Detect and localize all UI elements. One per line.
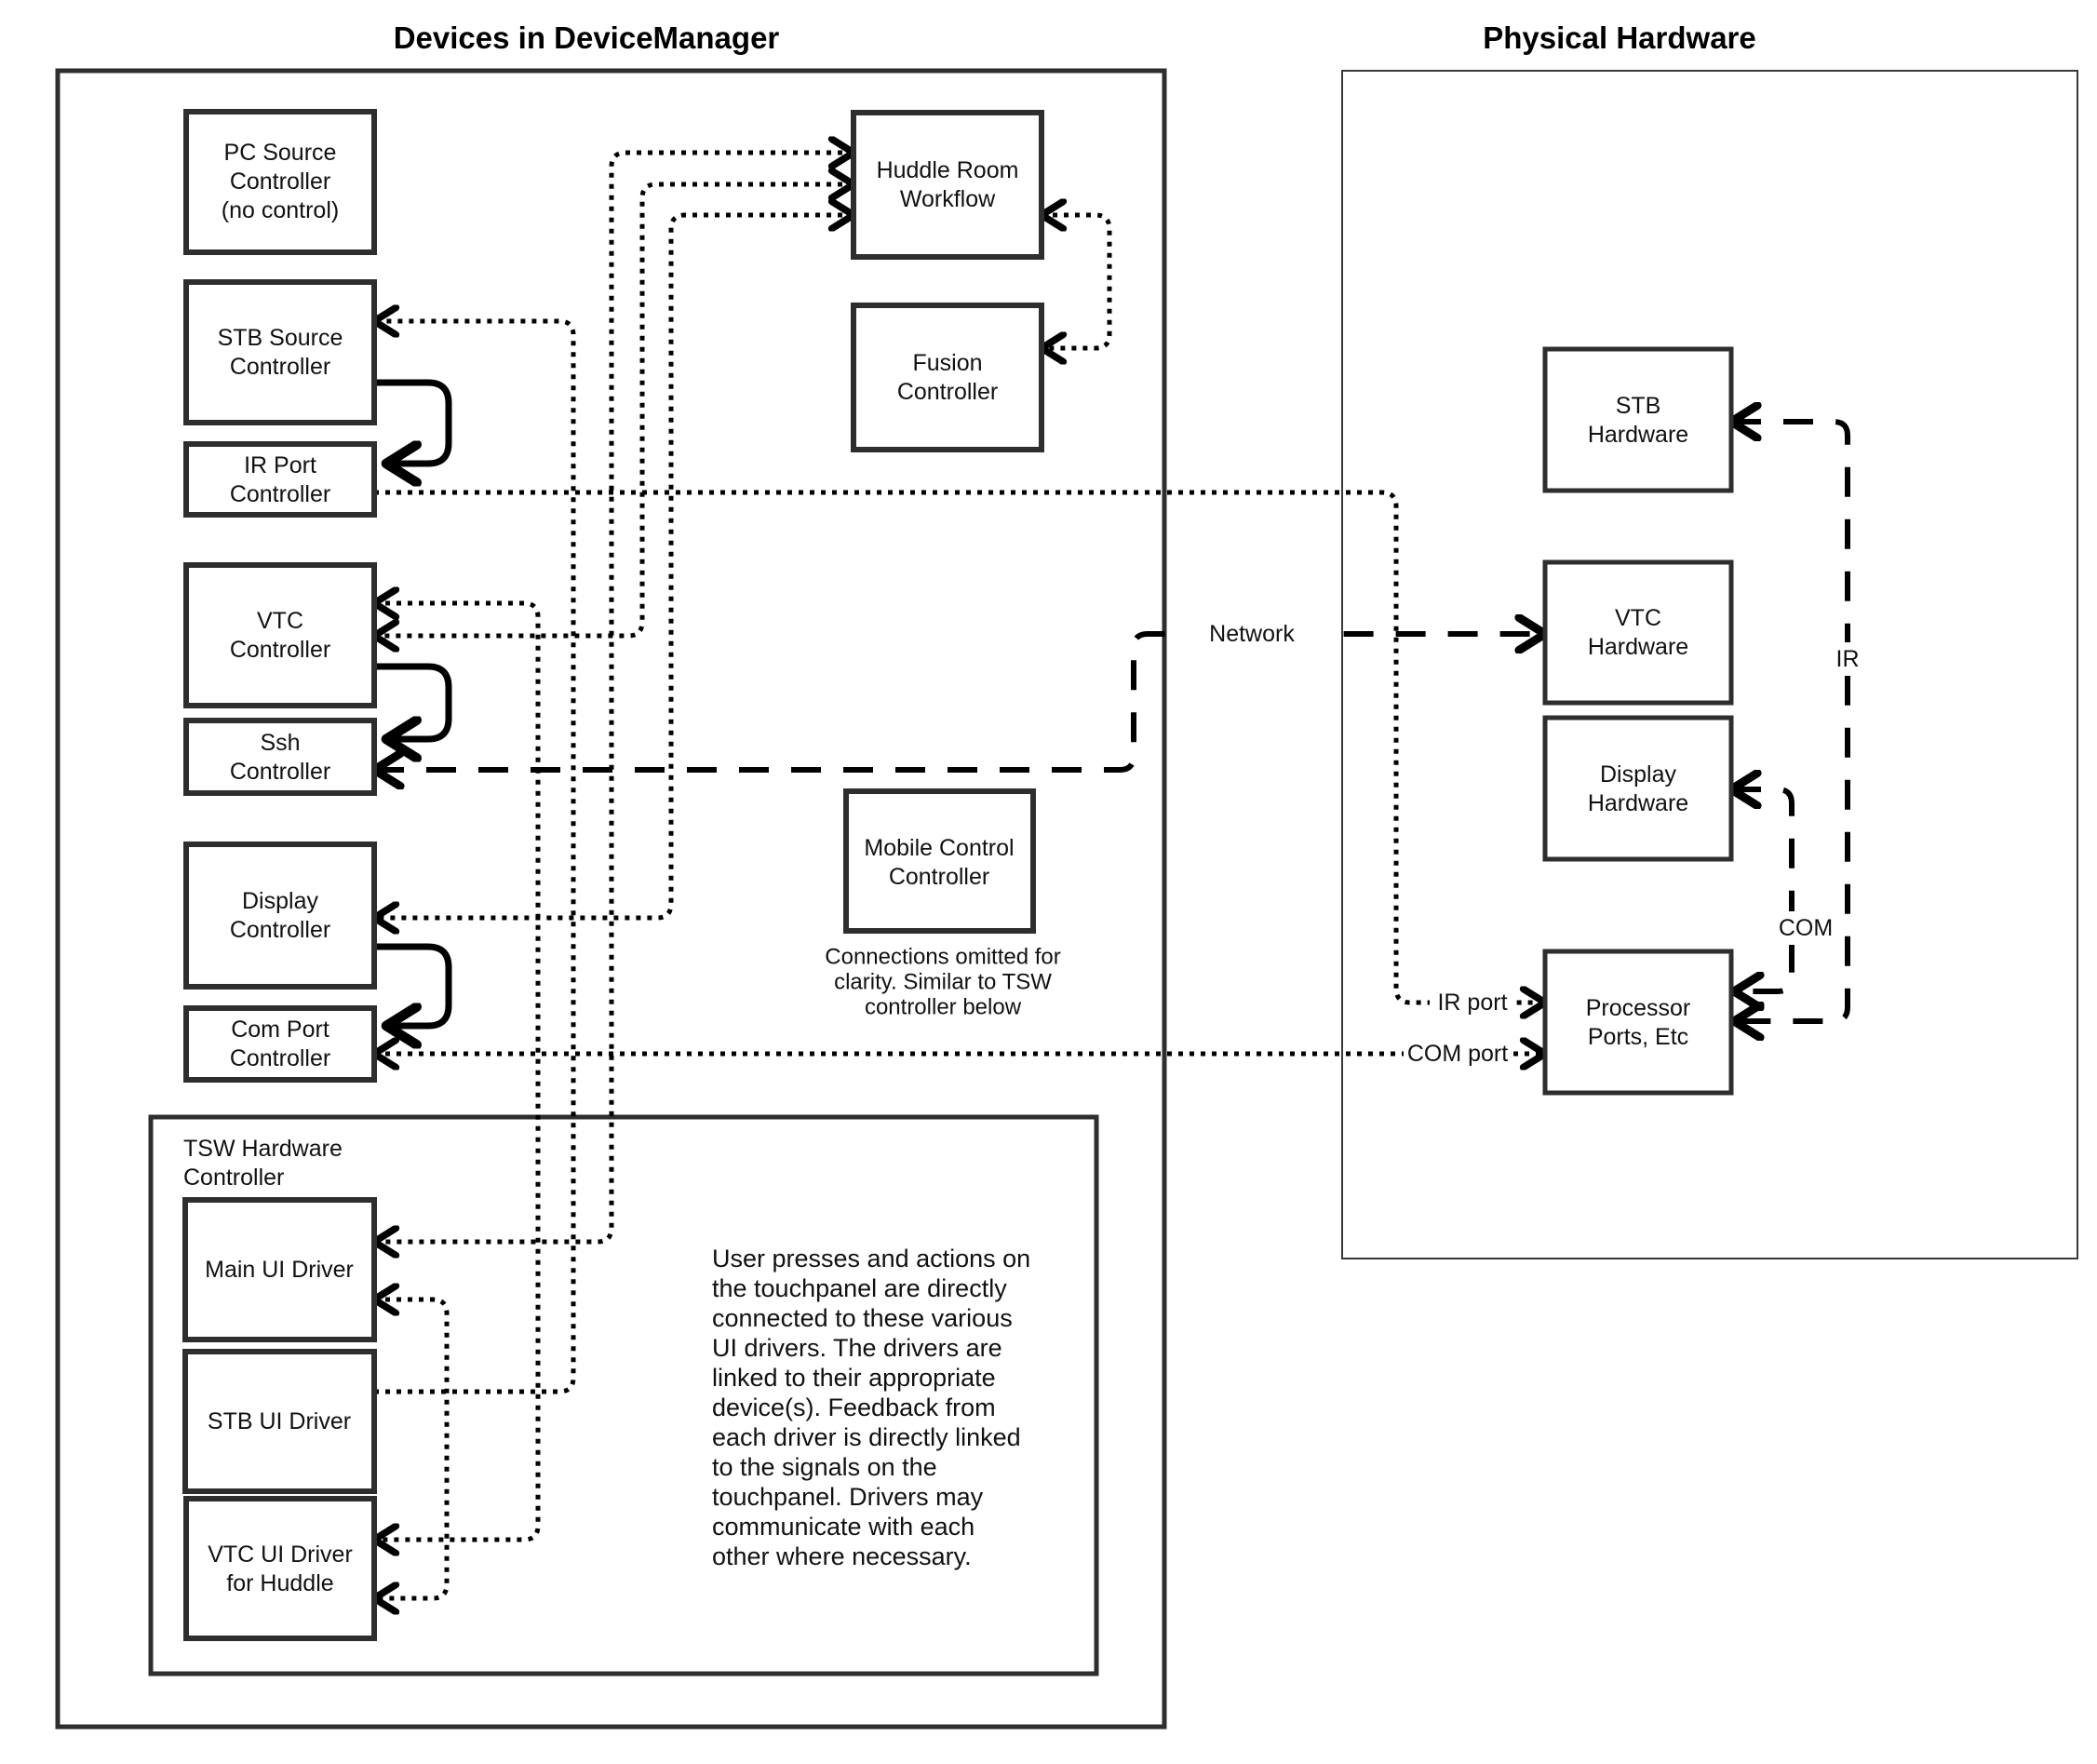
mobile-controller-note-line3: controller below [864,994,1022,1020]
box-vtc-controller-line2: Controller [229,637,331,663]
edge-main-ui-driver-vtc-ui-driver [374,1299,447,1598]
box-display-controller [186,844,374,987]
box-ir-port-controller [186,444,374,515]
box-vtc-ui-driver-line2: for Huddle [226,1570,334,1596]
tsw-note-line11: other where necessary. [712,1542,972,1570]
loop-display-to-com-port [374,947,449,1026]
box-display-hardware-line1: Display [1600,761,1676,788]
tsw-note-line9: touchpanel. Drivers may [712,1483,984,1511]
box-vtc-controller-line1: VTC [257,608,303,634]
box-ssh-controller [186,720,374,793]
tsw-note-line4: UI drivers. The drivers are [712,1334,1002,1362]
box-vtc-hardware-line2: Hardware [1587,634,1689,660]
edge-huddle-fusion [1042,215,1109,348]
box-display-controller-line1: Display [242,888,318,914]
box-display-controller-line2: Controller [229,917,331,943]
box-stb-source-controller-line2: Controller [229,354,331,380]
mobile-controller-note-line1: Connections omitted for [825,944,1061,970]
box-stb-source-controller-line1: STB Source [217,325,343,351]
edge-vtc-controller-vtc-ui-driver [374,603,538,1540]
box-mobile-control-controller [846,791,1033,931]
mobile-controller-note-line2: clarity. Similar to TSW [834,969,1052,995]
box-stb-hardware [1545,349,1731,491]
box-stb-ui-driver [185,1352,374,1491]
box-mobile-control-controller-line2: Controller [888,864,990,890]
tsw-note-line5: linked to their appropriate [712,1364,996,1392]
box-stb-source-controller [186,282,374,423]
box-huddle-room-workflow-line2: Workflow [899,186,996,212]
tsw-note-line2: the touchpanel are directly [712,1274,1007,1302]
box-vtc-controller [186,565,374,706]
tsw-label-line2: Controller [183,1165,285,1191]
box-com-port-controller [186,1008,374,1080]
edge-label-ir-text: IR [1835,646,1860,672]
edge-stb-ui-driver-stb-source [374,321,573,1392]
box-huddle-room-workflow [854,113,1042,257]
tsw-note-paragraph [712,1245,1030,1570]
edge-label-ir [1826,642,1869,676]
edge-label-com-port [1404,1037,1512,1071]
edge-label-com-port-text: COM port [1406,1041,1509,1067]
box-mobile-control-controller-line1: Mobile Control [864,835,1015,861]
title-devices-in-devicemanager: Devices in DeviceManager [393,20,780,55]
tsw-note-line1: User presses and actions on [712,1245,1031,1273]
box-stb-hardware-line1: STB [1615,393,1661,419]
box-com-port-controller-line1: Com Port [231,1017,329,1043]
box-main-ui-driver [185,1200,374,1340]
tsw-label-line1: TSW Hardware [183,1136,343,1162]
box-fusion-controller-line1: Fusion [912,350,983,376]
box-pc-source-controller-line1: PC Source [223,140,337,166]
edge-ssh-network-vtc-hardware [374,634,1545,770]
edge-label-com [1768,911,1843,945]
box-processor-ports-line2: Ports, Etc [1587,1024,1689,1050]
box-stb-ui-driver-line1: STB UI Driver [207,1408,352,1434]
edge-label-network-text: Network [1209,621,1295,647]
tsw-note-line3: connected to these various [712,1304,1013,1332]
box-processor-ports-etc [1545,951,1731,1093]
title-physical-hardware: Physical Hardware [1483,20,1756,55]
box-vtc-hardware [1545,562,1731,703]
box-ir-port-controller-line2: Controller [229,481,331,507]
box-fusion-controller [854,305,1042,450]
box-ssh-controller-line2: Controller [229,759,331,785]
box-display-hardware [1545,718,1731,859]
box-ir-port-controller-line1: IR Port [244,452,316,478]
box-display-hardware-line2: Hardware [1587,790,1689,816]
tsw-note-line10: communicate with each [712,1513,975,1541]
box-vtc-ui-driver-for-huddle [186,1499,374,1638]
box-fusion-controller-line2: Controller [896,379,999,405]
edge-label-ir-port-text: IR port [1437,990,1508,1016]
box-vtc-hardware-line1: VTC [1615,605,1661,631]
edge-label-com-text: COM [1778,915,1834,941]
box-pc-source-controller [186,112,374,252]
edge-label-network [1182,617,1322,651]
box-com-port-controller-line2: Controller [229,1045,331,1071]
box-pc-source-controller-line2: Controller [229,168,331,195]
edge-com-display-hardware-processor [1731,789,1792,991]
loop-stb-source-to-ir-port [374,383,449,464]
tsw-note-line7: each driver is directly linked [712,1423,1021,1451]
loop-vtc-to-ssh [374,667,449,739]
box-main-ui-driver-line1: Main UI Driver [205,1257,354,1283]
box-stb-hardware-line2: Hardware [1587,422,1689,448]
box-huddle-room-workflow-line1: Huddle Room [876,157,1019,183]
mobile-controller-note [825,945,1060,1020]
tsw-note-line8: to the signals on the [712,1453,937,1481]
box-processor-ports-line1: Processor [1585,995,1691,1021]
tsw-hardware-controller-label [183,1136,343,1191]
box-ssh-controller-line1: Ssh [260,730,301,756]
edge-label-ir-port [1430,986,1515,1019]
box-pc-source-controller-line3: (no control) [221,197,340,223]
tsw-note-line6: device(s). Feedback from [712,1394,996,1421]
box-vtc-ui-driver-line1: VTC UI Driver [208,1542,353,1568]
